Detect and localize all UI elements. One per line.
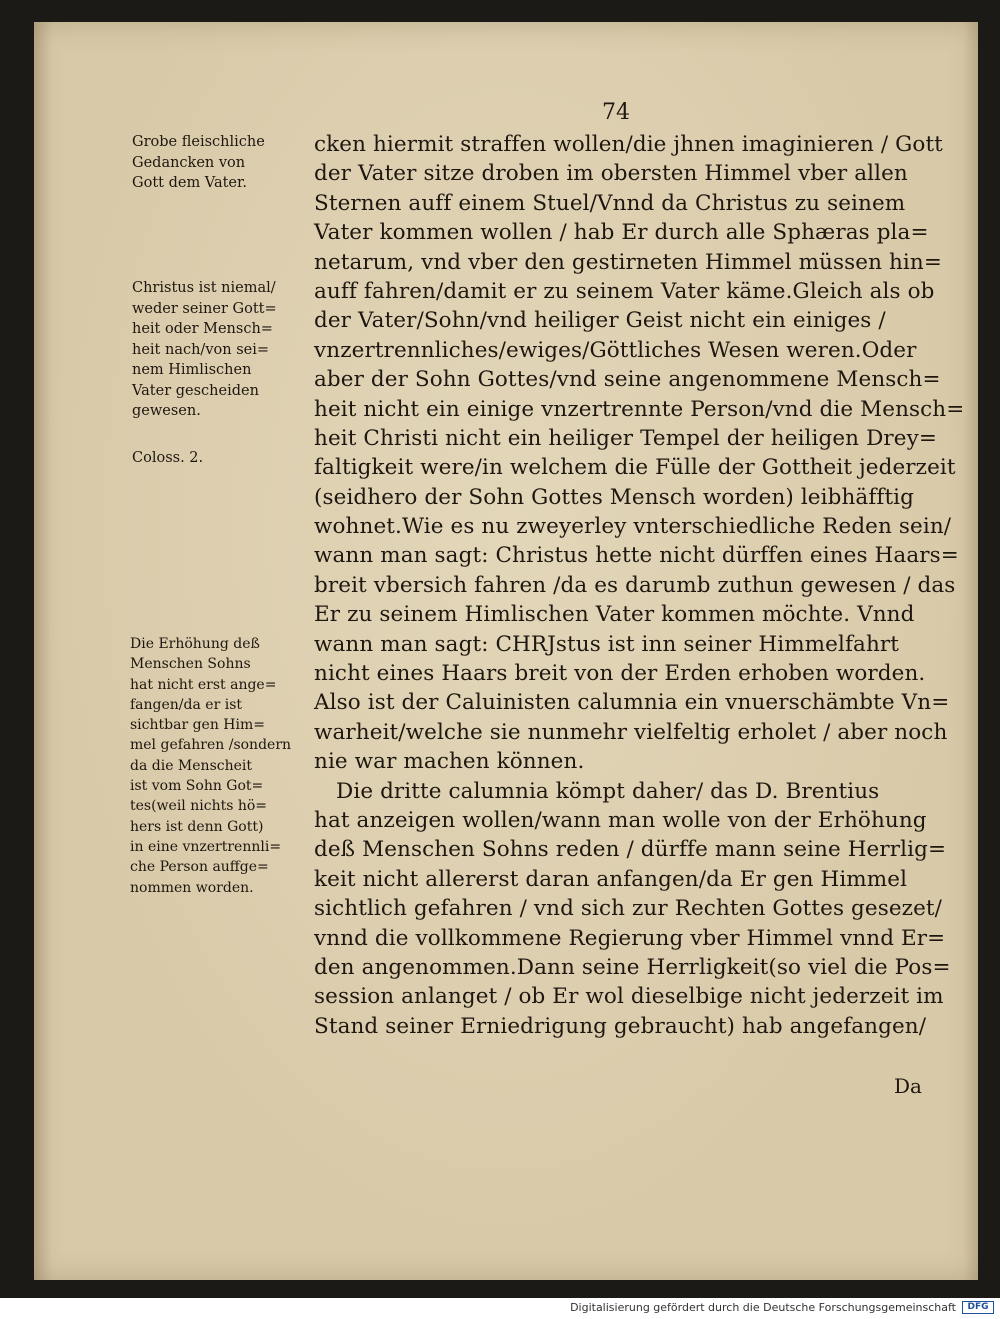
funding-notice: Digitalisierung gefördert durch die Deutsche Forschungsgemeinschaft [570,1301,956,1314]
text-line: (seidhero der Sohn Gottes Mensch worden) leibhäfftig [314,484,915,510]
text-line: warheit/welche sie nunmehr vielfeltig erholet / aber noch [314,719,948,745]
margin-note-line: Gott dem Vater. [132,175,247,191]
margin-note-line: tes(weil nichts hö= [130,798,268,815]
text-line-paragraph-start: Die dritte calumnia kömpt daher/ das D. Brentius [336,778,880,804]
margin-note-line: Grobe fleischliche [132,134,265,150]
text-line: heit nicht ein einige vnzertrennte Person/vnd die Mensch= [314,396,965,422]
main-text-block [314,130,965,1041]
margin-note-line: Die Erhöhung deß [130,636,260,652]
margin-note-line: weder seiner Gott= [132,300,277,317]
margin-note-line: fangen/da er ist [130,696,242,713]
margin-note-1 [132,132,307,194]
margin-note-line: hers ist denn Gott) [130,818,264,835]
text-line: Sternen auff einem Stuel/Vnnd da Christus zu seinem [314,190,906,216]
margin-note-line: nem Himlischen [132,362,252,378]
text-line: breit vbersich fahren /da es darumb zuthun gewesen / das [314,572,956,598]
text-line: heit Christi nicht ein heiliger Tempel der heiligen Drey= [314,425,937,451]
text-line: aber der Sohn Gottes/vnd seine angenommene Mensch= [314,367,941,393]
text-line: wohnet.Wie es nu zweyerley vnterschiedliche Reden sein/ [314,514,952,540]
text-line: deß Menschen Sohns reden / dürffe mann seine Herrlig= [314,837,947,863]
margin-note-line: Menschen Sohns [130,656,251,673]
margin-note-2 [132,278,307,422]
text-line: der Vater/Sohn/vnd heiliger Geist nicht ein einiges / [314,308,886,334]
text-line: hat anzeigen wollen/wann man wolle von der Erhöhung [314,807,927,833]
margin-note-line: in eine vnzertrennli= [130,838,282,855]
text-line: vnnd die vollkommene Regierung vber Himmel vnnd Er= [314,925,946,951]
margin-note-line: gewesen. [132,403,201,419]
text-line: der Vater sitze droben im obersten Himmel vber allen [314,161,908,187]
margin-note-line: sichtbar gen Him= [130,717,266,734]
margin-note-line: heit nach/von sei= [132,341,269,358]
dfg-logo-icon: DFG [962,1301,994,1314]
text-line: den angenommen.Dann seine Herrligkeit(so viel die Pos= [314,954,951,980]
text-line: Vater kommen wollen / hab Er durch alle Sphæras pla= [314,220,929,246]
text-line: wann man sagt: CHRJstus ist inn seiner Himmelfahrt [314,631,900,657]
margin-note-line: mel gefahren /sondern [130,737,292,754]
margin-note-line: heit oder Mensch= [132,321,273,337]
margin-note-3 [132,448,307,469]
page-number: 74 [602,100,630,125]
margin-note-line: Vater gescheiden [132,382,259,399]
text-line: Er zu seinem Himlischen Vater kommen möchte. Vnnd [314,602,915,628]
text-line: session anlanget / ob Er wol dieselbige nicht jederzeit im [314,984,944,1010]
margin-note-4 [130,634,305,898]
text-line: faltigkeit were/in welchem die Fülle der Gottheit jederzeit [314,455,956,481]
text-line: sichtlich gefahren / vnd sich zur Rechten Gottes gesezet/ [314,896,943,922]
margin-note-line: Christus ist niemal/ [132,280,276,296]
text-line: Also ist der Caluinisten calumnia ein vnuerschämbte Vn= [314,690,950,716]
footer-bar [0,1298,1000,1319]
margin-note-line: che Person auffge= [130,859,269,876]
text-line: wann man sagt: Christus hette nicht dürffen eines Haars= [314,543,959,569]
catchword: Da [894,1074,922,1098]
text-line: nicht eines Haars breit von der Erden erhoben worden. [314,661,926,687]
text-line: auff fahren/damit er zu seinem Vater käme.Gleich als ob [314,278,935,304]
text-line: netarum, vnd vber den gestirneten Himmel müssen hin= [314,249,942,275]
text-line: keit nicht allererst daran anfangen/da Er gen Himmel [314,866,908,892]
margin-note-line: nommen worden. [130,879,254,896]
margin-note-line: hat nicht erst ange= [130,676,277,693]
margin-note-line: da die Menscheit [130,757,253,774]
margin-note-line: ist vom Sohn Got= [130,778,264,795]
margin-note-line: Coloss. 2. [132,450,204,466]
text-line: Stand seiner Erniedrigung gebraucht) hab angefangen/ [314,1013,927,1039]
text-line: nie war machen können. [314,749,585,775]
margin-note-line: Gedancken von [132,154,246,171]
book-page [34,22,978,1280]
text-line: vnzertrennliches/ewiges/Göttliches Wesen weren.Oder [314,337,917,363]
text-line: cken hiermit straffen wollen/die jhnen imaginieren / Gott [314,132,943,157]
